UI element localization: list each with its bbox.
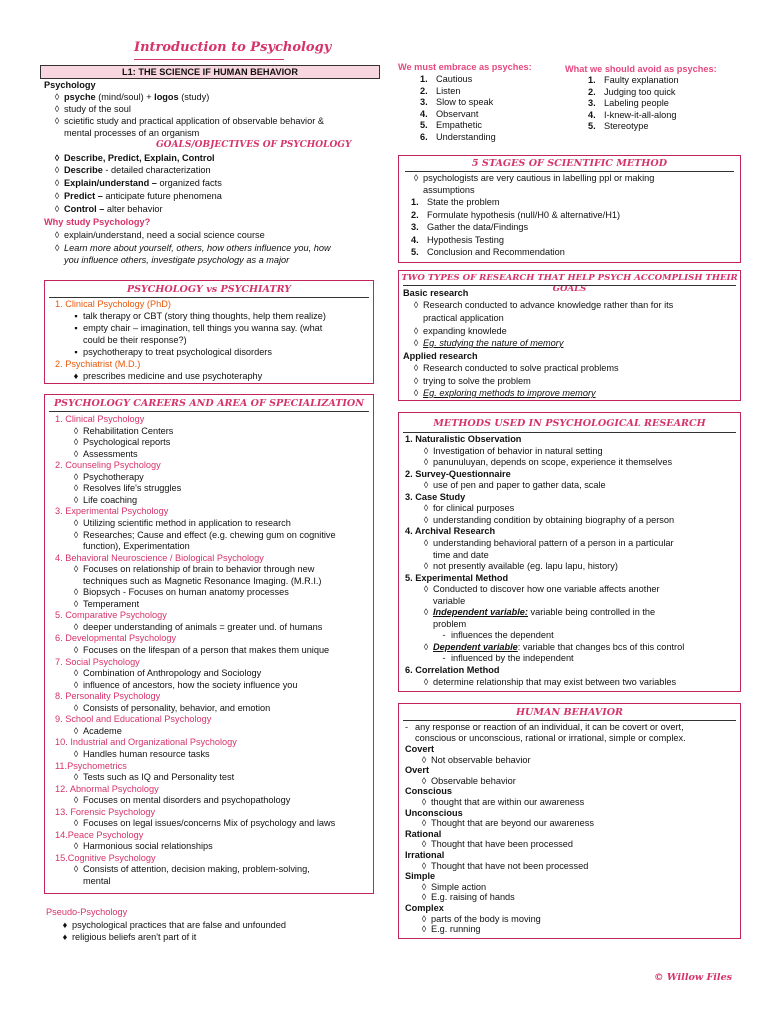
- career-15a: ◊ Consists of attention, decision making, problem-solving,: [73, 864, 310, 875]
- stages-intro: ◊ psychologists are very cautious in labelling ppl or making: [413, 173, 655, 183]
- hb-covert-a: ◊ Not observable behavior: [421, 754, 531, 765]
- hb-rational-a: ◊ Thought that have been processed: [421, 839, 573, 850]
- career-14-text: 14.Peace Psychology: [55, 829, 144, 840]
- method-5d-text: : variable that changes bcs of this control: [517, 641, 685, 652]
- career-9: [55, 714, 211, 725]
- stages-box: [398, 155, 741, 263]
- why-2: ◊ Learn more about yourself, others, how others influence you, how: [54, 243, 331, 253]
- pseudo-heading: Pseudo-Psychology: [46, 907, 128, 917]
- method-5: [405, 573, 508, 584]
- method-5c: - influences the dependent: [442, 630, 554, 641]
- psych-def-1: ◊ psyche (mind/soul) + logos (study): [54, 92, 210, 102]
- applied-2: ◊ trying to solve the problem: [413, 376, 531, 386]
- career-11: [55, 761, 127, 772]
- method-3a: ◊ for clinical purposes: [423, 503, 515, 514]
- hb-def: - any response or reaction of an individual, it can be covert or overt,: [405, 722, 684, 732]
- method-5d: ◊ Dependent variable: variable that changes bcs of this control: [423, 641, 685, 652]
- career-8: [55, 691, 160, 702]
- career-7a: ◊ Combination of Anthropology and Sociology: [73, 668, 262, 679]
- career-11a-text: Tests such as IQ and Personality test: [83, 772, 235, 783]
- career-7b-text: influence of ancestors, how the society influence you: [83, 679, 298, 690]
- career-2c: ◊ Life coaching: [73, 494, 138, 505]
- career-7a-text: Combination of Anthropology and Sociology: [83, 668, 262, 679]
- career-10a-text: Handles human resource tasks: [83, 748, 210, 759]
- goal-4: ◊ Predict – anticipate future phenomena: [54, 191, 222, 201]
- embrace-item-6: 6. Understanding: [420, 131, 496, 142]
- method-2a: ◊ use of pen and paper to gather data, scale: [423, 480, 606, 491]
- goal-1: ◊ Describe, Predict, Explain, Control: [54, 153, 215, 163]
- embrace-item-2: 2. Listen: [420, 85, 461, 96]
- goal-2: ◊ Describe - detailed characterization: [54, 165, 211, 175]
- method-2a-text: use of pen and paper to gather data, scale: [433, 480, 606, 491]
- career-8a: ◊ Consists of personality, behavior, and emotion: [73, 702, 271, 713]
- method-3a-text: for clinical purposes: [433, 503, 515, 514]
- stage-item-5: 5. Conclusion and Recommendation: [411, 247, 565, 258]
- embrace-item-3: 3. Slow to speak: [420, 97, 494, 107]
- vs-p2: 2. Psychiatrist (M.D.): [55, 359, 141, 369]
- career-9-text: 9. School and Educational Psychology: [55, 714, 212, 725]
- stage-item-label: Hypothesis Testing: [427, 234, 504, 245]
- research-types-box: [398, 270, 741, 401]
- career-15: [55, 853, 156, 864]
- method-3b-text: understanding condition by obtaining biography of a person: [433, 514, 675, 525]
- vs-p2a: ♦ prescribes medicine and use psychoteraphy: [73, 371, 263, 381]
- career-6-text: 6. Developmental Psychology: [55, 633, 177, 644]
- methods-box: [398, 412, 741, 692]
- career-9a: ◊ Academe: [73, 725, 122, 736]
- career-4a2-text: techniques such as Magnetic Resonance Imaging. (M.R.I.): [83, 575, 322, 586]
- hb-covert-a-text: Not observable behavior: [431, 754, 531, 765]
- career-4a: ◊ Focuses on relationship of brain to behavior through new: [73, 564, 315, 575]
- embrace-heading: We must embrace as psyches:: [398, 62, 532, 72]
- basic-2: ◊ expanding knowlede: [413, 326, 507, 336]
- method-5e-text: influenced by the independent: [451, 653, 574, 664]
- hb-overt-a: ◊ Observable behavior: [421, 775, 516, 786]
- career-15a2: [83, 876, 111, 887]
- career-1c-text: Assessments: [83, 448, 138, 459]
- method-5-text: 5. Experimental Method: [405, 572, 509, 583]
- method-5b3-text: problem: [433, 618, 467, 629]
- footer-credit: © Willow Files: [654, 972, 733, 983]
- stage-item-4: 4. Hypothesis Testing: [411, 234, 504, 245]
- stage-item-2: 2. Formulate hypothesis (null/H0 & alternative/H1): [411, 209, 621, 220]
- career-3-text: 3. Experimental Psychology: [55, 506, 169, 517]
- hb-def-2: conscious or unconscious, rational or irrational, simple or complex.: [415, 733, 686, 743]
- stage-item-label: Formulate hypothesis (null/H0 & alternative/H1): [427, 209, 621, 220]
- hb-complex-b: ◊ E.g. running: [421, 924, 481, 935]
- applied-1: ◊ Research conducted to solve practical problems: [413, 363, 619, 373]
- career-1-text: 1. Clinical Psychology: [55, 414, 145, 424]
- avoid-item-5: 5. Stereotype: [588, 121, 649, 131]
- hb-irrational-a-text: Thought that have not been processed: [431, 860, 589, 871]
- method-1b-text: panunuluyan, depends on scope, experience it themselves: [433, 457, 673, 468]
- method-5c-text: influences the dependent: [451, 630, 554, 641]
- hb-conscious-a: ◊ thought that are within our awareness: [421, 797, 585, 807]
- avoid-item-label: Stereotype: [604, 121, 649, 131]
- stage-item-label: Conclusion and Recommendation: [427, 247, 565, 258]
- hb-overt-text: Overt: [405, 765, 430, 776]
- applied-3: ◊ Eg. exploring methods to improve memory: [413, 388, 596, 398]
- career-12a-text: Focuses on mental disorders and psychopathology: [83, 795, 291, 806]
- method-4a-text: understanding behavioral pattern of a person in a particular: [433, 537, 674, 548]
- avoid-item-4: 4. I-knew-it-all-along: [588, 109, 677, 120]
- method-3: [405, 492, 465, 503]
- basic-3: ◊ Eg. studying the nature of memory: [413, 338, 564, 348]
- goal-3: ◊ Explain/understand – organized facts: [54, 178, 222, 188]
- applied-research-label: Applied research: [403, 351, 478, 361]
- career-13: [55, 807, 155, 818]
- pseudo-2: ♦ religious beliefs aren't part of it: [62, 932, 197, 942]
- hb-complex-text: Complex: [405, 903, 444, 913]
- embrace-item-5: 5. Empathetic: [420, 120, 482, 130]
- hb-complex-a-text: parts of the body is moving: [431, 913, 541, 924]
- avoid-item-label: Judging too quick: [604, 86, 676, 97]
- career-4: [55, 553, 264, 564]
- career-2b-text: Resolves life's struggles: [83, 483, 182, 494]
- career-3a-text: Utilizing scientific method in application to research: [83, 517, 291, 528]
- hb-unconscious-a-text: Thought that are beyond our awareness: [431, 818, 594, 829]
- psych-def-3b: mental processes of an organism: [64, 128, 200, 138]
- avoid-heading: What we should avoid as psyches:: [565, 64, 717, 74]
- career-14a: ◊ Harmonious social relationships: [73, 841, 213, 852]
- career-7: [55, 657, 140, 668]
- hb-simple-a: ◊ Simple action: [421, 881, 487, 892]
- pseudo-1: ♦ psychological practices that are false and unfounded: [62, 920, 287, 930]
- basic-research-label: Basic research: [403, 288, 469, 298]
- hb-simple-b: ◊ E.g. raising of hands: [421, 892, 515, 903]
- method-1a-text: Investigation of behavior in natural setting: [433, 445, 603, 456]
- page-title: Introduction to Psychology: [134, 40, 332, 55]
- why-2b: you influence others, investigate psychology as a major: [64, 255, 290, 265]
- career-3: [55, 506, 168, 517]
- method-6-text: 6. Correlation Method: [405, 665, 500, 675]
- hb-irrational-a: ◊ Thought that have not been processed: [421, 860, 589, 871]
- career-4b: ◊ Biopsych - Focuses on human anatomy processes: [73, 587, 289, 598]
- vs-box: [44, 280, 374, 384]
- embrace-item-label: Cautious: [436, 74, 473, 84]
- stages-heading: 5 STAGES OF SCIENTIFIC METHOD: [471, 158, 668, 169]
- method-5a2-text: variable: [433, 595, 466, 606]
- method-6a-text: determine relationship that may exist between two variables: [433, 676, 677, 687]
- career-13a: ◊ Focuses on legal issues/concerns Mix of psychology and laws: [73, 818, 336, 829]
- career-3a: ◊ Utilizing scientific method in application to research: [73, 517, 291, 528]
- hb-complex-b-text: E.g. running: [431, 924, 481, 935]
- method-6a: ◊ determine relationship that may exist between two variables: [423, 676, 677, 687]
- career-3b: ◊ Researches; Cause and effect (e.g. chewing gum on cognitive: [73, 529, 336, 540]
- basic-1: ◊ Research conducted to advance knowledge rather than for its: [413, 300, 674, 310]
- hb-covert-text: Covert: [405, 744, 435, 754]
- career-2-text: 2. Counseling Psychology: [55, 460, 161, 471]
- method-4a: ◊ understanding behavioral pattern of a person in a particular: [423, 537, 674, 548]
- embrace-item-4: 4. Observant: [420, 108, 479, 119]
- avoid-item-1: 1. Faulty explanation: [588, 75, 679, 85]
- method-6: [405, 665, 499, 676]
- career-3b2-text: function), Experimentation: [83, 541, 190, 552]
- career-15a-text: Consists of attention, decision making, problem-solving,: [83, 864, 310, 875]
- career-4a2: [83, 576, 321, 587]
- method-4-text: 4. Archival Research: [405, 526, 496, 537]
- career-6: [55, 633, 176, 644]
- career-1a: ◊ Rehabilitation Centers: [73, 425, 174, 436]
- method-3-text: 3. Case Study: [405, 491, 466, 502]
- career-15a2-text: mental: [83, 876, 111, 886]
- hb-complex-a: ◊ parts of the body is moving: [421, 913, 541, 924]
- hb-rational-text: Rational: [405, 828, 442, 839]
- basic-1b: practical application: [423, 313, 504, 323]
- career-5a-text: deeper understanding of animals = greater und. of humans: [83, 621, 323, 632]
- method-4a2: [433, 550, 489, 561]
- career-13a-text: Focuses on legal issues/concerns Mix of psychology and laws: [83, 818, 336, 829]
- career-8-text: 8. Personality Psychology: [55, 691, 161, 702]
- hb-conscious-a-text: thought that are within our awareness: [431, 797, 585, 807]
- method-4: [405, 526, 495, 537]
- method-4b-text: not presently available (eg. lapu lapu, history): [433, 561, 618, 572]
- hb-unconscious-a: ◊ Thought that are beyond our awareness: [421, 818, 594, 829]
- career-2a-text: Psychotherapy: [83, 471, 144, 482]
- career-3b2: [83, 541, 190, 552]
- method-3b: ◊ understanding condition by obtaining biography of a person: [423, 514, 675, 525]
- stage-item-1: 1. State the problem: [411, 197, 500, 207]
- method-5a: ◊ Conducted to discover how one variable affects another: [423, 584, 660, 595]
- career-5-text: 5. Comparative Psychology: [55, 610, 167, 621]
- careers-heading: PSYCHOLOGY CAREERS AND AREA OF SPECIALIZATION: [53, 398, 365, 409]
- hb-rational-a-text: Thought that have been processed: [431, 839, 573, 850]
- embrace-item-label: Listen: [436, 85, 461, 96]
- career-4b-text: Biopsych - Focuses on human anatomy processes: [83, 587, 289, 598]
- embrace-item-label: Empathetic: [436, 120, 482, 130]
- career-10a: ◊ Handles human resource tasks: [73, 748, 210, 759]
- embrace-item-label: Observant: [436, 108, 479, 119]
- methods-heading: METHODS USED IN PSYCHOLOGICAL RESEARCH: [433, 418, 706, 429]
- career-2a: ◊ Psychotherapy: [73, 471, 144, 482]
- goals-heading: GOALS/OBJECTIVES OF PSYCHOLOGY: [156, 140, 352, 150]
- hb-simple-text: Simple: [405, 871, 436, 882]
- method-1-text: 1. Naturalistic Observation: [405, 434, 522, 444]
- career-4a-text: Focuses on relationship of brain to behavior through new: [83, 564, 315, 575]
- career-8a-text: Consists of personality, behavior, and emotion: [83, 702, 271, 713]
- method-4b: ◊ not presently available (eg. lapu lapu, history): [423, 561, 618, 572]
- method-1: [405, 434, 521, 445]
- career-4-text: 4. Behavioral Neuroscience / Biological Psychology: [55, 552, 264, 563]
- hb-simple-a-text: Simple action: [431, 881, 487, 892]
- stages-intro-2: assumptions: [423, 185, 475, 195]
- hb-unconscious-text: Unconscious: [405, 807, 463, 818]
- psych-def-3: ◊ scietific study and practical application of observable behavior &: [54, 116, 324, 126]
- method-5b-text: Independent variable:: [433, 607, 528, 618]
- career-12a: ◊ Focuses on mental disorders and psychopathology: [73, 795, 291, 806]
- stage-item-3: 3. Gather the data/Findings: [411, 222, 529, 233]
- stage-item-label: State the problem: [427, 197, 500, 207]
- career-14: [55, 830, 143, 841]
- avoid-item-2: 2. Judging too quick: [588, 86, 676, 97]
- career-3b-text: Researches; Cause and effect (e.g. chewing gum on cognitive: [83, 529, 336, 540]
- goal-5: ◊ Control – alter behavior: [54, 204, 163, 214]
- why-study-heading: Why study Psychology?: [44, 217, 151, 227]
- method-5e: - influenced by the independent: [442, 653, 574, 664]
- career-4c: ◊ Temperament: [73, 598, 140, 609]
- method-5a-text: Conducted to discover how one variable affects another: [433, 584, 660, 595]
- career-12: [55, 784, 159, 795]
- hb-irrational-text: Irrational: [405, 850, 445, 860]
- career-2c-text: Life coaching: [83, 494, 138, 505]
- career-12-text: 12. Abnormal Psychology: [55, 783, 159, 794]
- hb-overt-a-text: Observable behavior: [431, 775, 516, 786]
- avoid-item-label: I-knew-it-all-along: [604, 109, 677, 120]
- career-13-text: 13. Forensic Psychology: [55, 806, 156, 817]
- career-6a: ◊ Focuses on the lifespan of a person that makes them unique: [73, 645, 330, 655]
- career-5a: ◊ deeper understanding of animals = greater und. of humans: [73, 621, 323, 632]
- career-4c-text: Temperament: [83, 598, 140, 609]
- vs-p1a: ▪ talk therapy or CBT (story thing thoughts, help them realize): [74, 311, 326, 321]
- career-10: [55, 737, 237, 748]
- hb-conscious-text: Conscious: [405, 786, 452, 797]
- career-11-text: 11.Psychometrics: [55, 760, 127, 771]
- career-1b: ◊ Psychological reports: [73, 437, 171, 448]
- career-2: [55, 460, 161, 471]
- method-2-text: 2. Survey-Questionnaire: [405, 468, 511, 479]
- method-2: [405, 469, 511, 480]
- career-5: [55, 610, 167, 621]
- career-2b: ◊ Resolves life's struggles: [73, 483, 182, 494]
- career-1: [55, 414, 144, 425]
- method-5b3: [433, 619, 466, 630]
- career-15-text: 15.Cognitive Psychology: [55, 852, 156, 863]
- human-behavior-heading: HUMAN BEHAVIOR: [515, 707, 624, 718]
- career-10-text: 10. Industrial and Organizational Psychology: [55, 737, 237, 748]
- career-1c: ◊ Assessments: [73, 448, 138, 459]
- vs-heading: PSYCHOLOGY vs PSYCHIATRY: [126, 284, 292, 295]
- careers-box: [44, 394, 374, 894]
- vs-p1c: ▪ psychotherapy to treat psychological disorders: [74, 347, 272, 357]
- psychology-label: Psychology: [44, 80, 96, 90]
- avoid-item-3: 3. Labeling people: [588, 98, 669, 108]
- vs-p1b2: could be their response?): [83, 335, 187, 345]
- method-4a2-text: time and date: [433, 549, 489, 560]
- avoid-item-label: Faulty explanation: [604, 75, 679, 85]
- career-6a-text: Focuses on the lifespan of a person that makes them unique: [83, 645, 330, 655]
- research-types-heading: TWO TYPES OF RESEARCH THAT HELP PSYCH ACCOMPLISH THEIR GOALS: [401, 273, 738, 295]
- embrace-item-label: Slow to speak: [436, 97, 494, 107]
- method-5d-text: Dependent variable: [433, 641, 518, 652]
- why-1: ◊ explain/understand, need a social science course: [54, 230, 265, 240]
- career-1a-text: Rehabilitation Centers: [83, 425, 174, 436]
- human-behavior-box: [398, 703, 741, 939]
- psych-def-2: ◊ study of the soul: [54, 104, 131, 114]
- method-5b: ◊ Independent variable: variable being controlled in the: [423, 607, 656, 618]
- method-1b: ◊ panunuluyan, depends on scope, experience it themselves: [423, 457, 673, 468]
- avoid-item-label: Labeling people: [604, 98, 669, 108]
- method-5b-text: variable being controlled in the: [527, 607, 656, 618]
- career-7b: ◊ influence of ancestors, how the society influence you: [73, 679, 298, 690]
- vs-p1b: ▪ empty chair – imagination, tell things you wanna say. (what: [74, 323, 323, 333]
- stage-item-label: Gather the data/Findings: [427, 222, 529, 233]
- career-11a: ◊ Tests such as IQ and Personality test: [73, 772, 235, 783]
- career-9a-text: Academe: [83, 725, 122, 736]
- career-1b-text: Psychological reports: [83, 437, 171, 448]
- career-14a-text: Harmonious social relationships: [83, 841, 213, 852]
- vs-p1: 1. Clinical Psychology (PhD): [55, 299, 171, 309]
- lesson-header: L1: THE SCIENCE IF HUMAN BEHAVIOR: [40, 65, 380, 79]
- career-7-text: 7. Social Psychology: [55, 656, 140, 667]
- title-underline: [134, 59, 284, 60]
- embrace-item-1: 1. Cautious: [420, 74, 473, 84]
- embrace-item-label: Understanding: [436, 131, 496, 142]
- hb-simple-b-text: E.g. raising of hands: [431, 892, 515, 903]
- method-1a: ◊ Investigation of behavior in natural setting: [423, 445, 603, 456]
- method-5a2: [433, 596, 465, 607]
